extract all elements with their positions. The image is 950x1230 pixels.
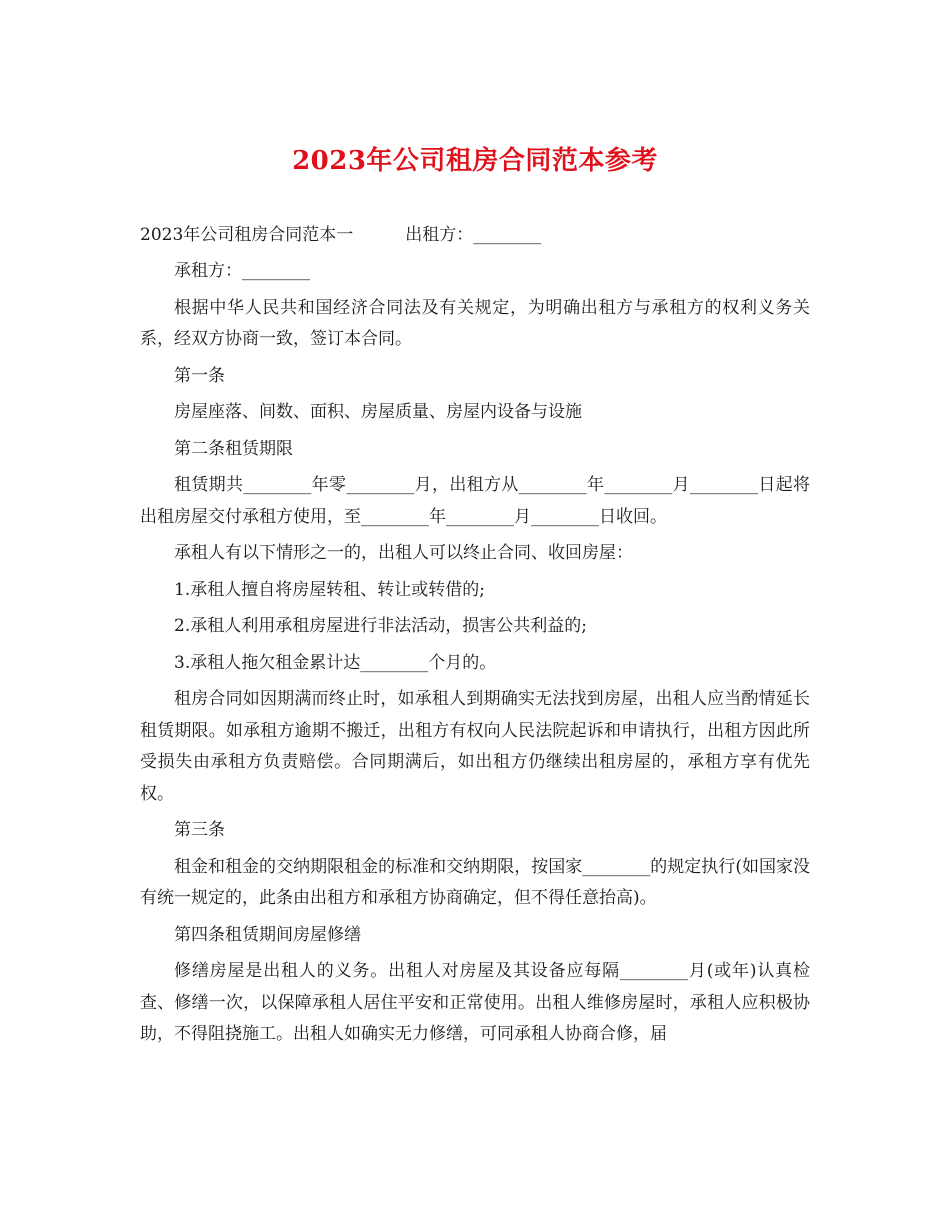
- article-1-text: 房屋座落、间数、面积、房屋质量、房屋内设备与设施: [174, 402, 582, 422]
- article-3-heading: 第三条: [174, 820, 225, 840]
- termination-item-3: 3.承租人拖欠租金累计达________个月的。: [174, 652, 497, 673]
- repair-paragraph: 修缮房屋是出租人的义务。出租人对房屋及其设备应每隔________月(或年)认真检查、修缮一次，以保障承租人居住平安和正常使用。出租人维修房屋时，承租人应积极协助，不得阻挠施工。出租人如确实无力修缮，可同承租人协商合修，届: [140, 961, 810, 1044]
- termination-intro: 承租人有以下情形之一的，出租人可以终止合同、收回房屋：: [174, 543, 633, 563]
- document-title: 2023年公司租房合同范本参考: [292, 146, 658, 176]
- lessee-label: 承租方：________: [174, 261, 310, 281]
- paragraph-preamble: 根据中华人民共和国经济合同法及有关规定，为明确出租方与承租方的权利义务关系，经双方协商一致，签订本合同。: [140, 297, 810, 349]
- expiry-paragraph: 租房合同如因期满而终止时，如承租人到期确实无法找到房屋，出租人应当酌情延长租赁期限。如承租方逾期不搬迁，出租方有权向人民法院起诉和申请执行，出租方因此所受损失由承租方负责赔偿。合同期满后，如出租方仍继续出租房屋的，承租方享有优先权。: [140, 689, 810, 804]
- article-4-heading: 第四条租赁期间房屋修缮: [174, 924, 361, 945]
- document-body: [140, 220, 810, 1051]
- termination-item-1: 1.承租人擅自将房屋转租、转让或转借的;: [174, 579, 485, 600]
- termination-item-2: 2.承租人利用承租房屋进行非法活动，损害公共利益的;: [174, 616, 587, 636]
- lease-term-paragraph: 租赁期共________年零________月，出租方从________年________月________日起将出租房屋交付承租方使用，至________年________月________日收回。: [140, 475, 810, 527]
- rent-paragraph: 租金和租金的交纳期限租金的标准和交纳期限，按国家________的规定执行(如国家没有统一规定的，此条由出租方和承租方协商确定，但不得任意抬高)。: [140, 856, 810, 908]
- lessor-label: 出租方：________: [405, 225, 542, 245]
- intro-heading: 2023年公司租房合同范本一: [140, 225, 354, 245]
- article-2-heading: 第二条租赁期限: [174, 438, 293, 459]
- intro-line: [140, 220, 810, 251]
- article-1-heading: 第一条: [174, 365, 225, 386]
